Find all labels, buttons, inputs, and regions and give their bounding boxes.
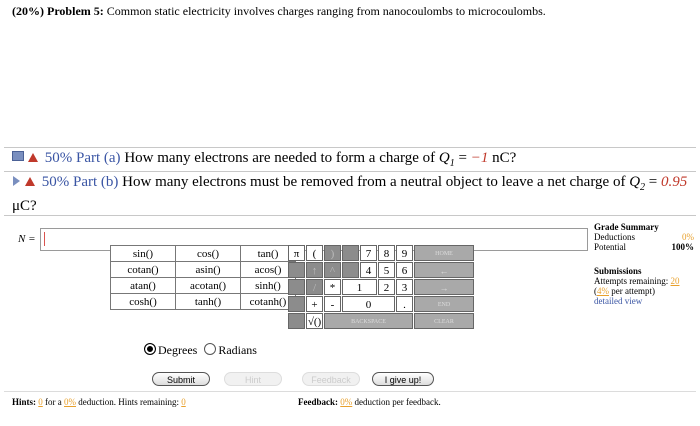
grade-summary xyxy=(594,222,694,306)
degrees-label: Degrees xyxy=(158,343,198,357)
key-blank xyxy=(288,262,305,278)
part-b-unit: μC? xyxy=(12,198,37,214)
key-blank xyxy=(288,313,305,329)
part-b-eq: = xyxy=(645,174,662,190)
part-b-var: Q xyxy=(629,174,641,190)
problem-text: Common static electricity involves charges ranging from nanocoulombs to microcoulombs. xyxy=(106,4,546,18)
divider xyxy=(4,391,696,392)
key-3[interactable]: 3 xyxy=(396,279,413,295)
key-pi[interactable]: π xyxy=(288,245,305,261)
fn-tanh-button[interactable]: tanh() xyxy=(176,294,241,310)
attempts-label: Attempts remaining: xyxy=(594,276,669,286)
key-rparen[interactable]: ) xyxy=(324,245,341,261)
function-table xyxy=(110,245,296,310)
per-attempt-pct[interactable]: 4% xyxy=(597,286,609,296)
part-b-text: How many electrons must be removed from a neutral object to leave a net charge of xyxy=(122,174,626,190)
angle-mode xyxy=(144,343,257,358)
key-clear[interactable]: CLEAR xyxy=(414,313,474,329)
hints-count[interactable]: 0 xyxy=(38,397,43,407)
key-5[interactable]: 5 xyxy=(378,262,395,278)
part-a-eq: = xyxy=(454,150,471,166)
key-right-arrow[interactable]: → xyxy=(414,279,474,295)
fn-cosh-button[interactable]: cosh() xyxy=(111,294,176,310)
per-attempt-label: per attempt) xyxy=(611,286,655,296)
fn-sinh-button[interactable]: sinh() xyxy=(241,278,296,294)
hints-info xyxy=(12,397,186,407)
expand-arrow-icon[interactable] xyxy=(13,176,20,186)
answer-label: N = xyxy=(18,233,36,245)
key-8[interactable]: 8 xyxy=(378,245,395,261)
part-a-unit: nC? xyxy=(488,150,517,166)
key-caret[interactable]: ^ xyxy=(324,262,341,278)
fn-asin-button[interactable]: asin() xyxy=(176,262,241,278)
collapse-icon[interactable] xyxy=(12,151,24,161)
fn-tan-button[interactable]: tan() xyxy=(241,246,296,262)
key-dot[interactable]: . xyxy=(396,296,413,312)
feedback-label: Feedback: xyxy=(298,397,338,407)
key-home[interactable]: HOME xyxy=(414,245,474,261)
part-b-value: 0.95 xyxy=(661,174,688,190)
deductions-value: 0% xyxy=(682,232,694,242)
part-a-text: How many electrons are needed to form a charge of xyxy=(124,150,436,166)
attempts-value[interactable]: 20 xyxy=(670,276,680,286)
fn-acotan-button[interactable]: acotan() xyxy=(176,278,241,294)
key-7[interactable]: 7 xyxy=(360,245,377,261)
hints-for-a: for a xyxy=(45,397,62,407)
warning-icon xyxy=(28,153,38,162)
key-plus[interactable]: + xyxy=(306,296,323,312)
fn-cotanh-button[interactable]: cotanh() xyxy=(241,294,296,310)
key-2[interactable]: 2 xyxy=(378,279,395,295)
part-a-sub: 1 xyxy=(449,158,455,169)
part-a-var: Q xyxy=(438,150,450,166)
feedback-button[interactable]: Feedback xyxy=(302,372,360,386)
problem-statement xyxy=(12,4,546,19)
key-1[interactable]: 1 xyxy=(342,279,377,295)
submissions-title: Submissions xyxy=(594,266,642,276)
divider xyxy=(4,147,696,148)
key-blank xyxy=(288,279,305,295)
hints-remaining[interactable]: 0 xyxy=(181,397,186,407)
problem-label: (20%) Problem 5: xyxy=(12,4,104,18)
function-pad xyxy=(110,245,296,310)
potential-row xyxy=(594,242,694,252)
detailed-view-link[interactable]: detailed view xyxy=(594,296,643,306)
fn-acos-button[interactable]: acos() xyxy=(241,262,296,278)
radians-label: Radians xyxy=(218,343,257,357)
fn-atan-button[interactable]: atan() xyxy=(111,278,176,294)
hints-text: deduction. Hints remaining: xyxy=(78,397,179,407)
key-star[interactable]: * xyxy=(324,279,341,295)
radians-radio[interactable] xyxy=(204,343,216,355)
hint-button[interactable]: Hint xyxy=(224,372,282,386)
fn-sin-button[interactable]: sin() xyxy=(111,246,176,262)
deductions-label: Deductions xyxy=(594,232,635,242)
key-4[interactable]: 4 xyxy=(360,262,377,278)
hints-pct[interactable]: 0% xyxy=(64,397,77,407)
divider xyxy=(4,171,696,172)
feedback-text: deduction per feedback. xyxy=(354,397,441,407)
part-b-header: 50% Part (b) xyxy=(41,174,119,190)
key-0[interactable]: 0 xyxy=(342,296,395,312)
give-up-button[interactable]: I give up! xyxy=(372,372,434,386)
attempts-row xyxy=(594,276,694,286)
part-b-row xyxy=(12,173,692,216)
part-a-value: −1 xyxy=(470,150,489,166)
text-caret xyxy=(44,232,45,246)
part-b-sub: 2 xyxy=(640,182,646,193)
part-a-header[interactable]: 50% Part (a) xyxy=(44,150,121,166)
feedback-pct[interactable]: 0% xyxy=(340,397,353,407)
key-6[interactable]: 6 xyxy=(396,262,413,278)
divider xyxy=(4,215,696,216)
key-backspace[interactable]: BACKSPACE xyxy=(324,313,413,329)
feedback-info xyxy=(298,397,441,407)
key-left-arrow[interactable]: ← xyxy=(414,262,474,278)
deductions-row xyxy=(594,232,694,242)
submit-button[interactable]: Submit xyxy=(152,372,210,386)
potential-value: 100% xyxy=(671,242,694,252)
potential-label: Potential xyxy=(594,242,626,252)
fn-cotan-button[interactable]: cotan() xyxy=(111,262,176,278)
key-blank xyxy=(342,245,359,261)
key-minus[interactable]: - xyxy=(324,296,341,312)
hints-label: Hints: xyxy=(12,397,37,407)
key-end[interactable]: END xyxy=(414,296,474,312)
per-attempt-row: (4% per attempt) xyxy=(594,286,655,296)
key-pow[interactable]: ↑ xyxy=(306,262,323,278)
warning-icon xyxy=(25,177,35,186)
key-lparen[interactable]: ( xyxy=(306,245,323,261)
key-blank xyxy=(288,296,305,312)
key-blank xyxy=(342,262,359,278)
key-9[interactable]: 9 xyxy=(396,245,413,261)
fn-cos-button[interactable]: cos() xyxy=(176,246,241,262)
grade-summary-title: Grade Summary xyxy=(594,222,659,232)
key-sqrt[interactable]: √() xyxy=(306,313,323,329)
key-slash[interactable]: / xyxy=(306,279,323,295)
degrees-radio[interactable] xyxy=(144,343,156,355)
part-a-row[interactable] xyxy=(12,150,516,169)
